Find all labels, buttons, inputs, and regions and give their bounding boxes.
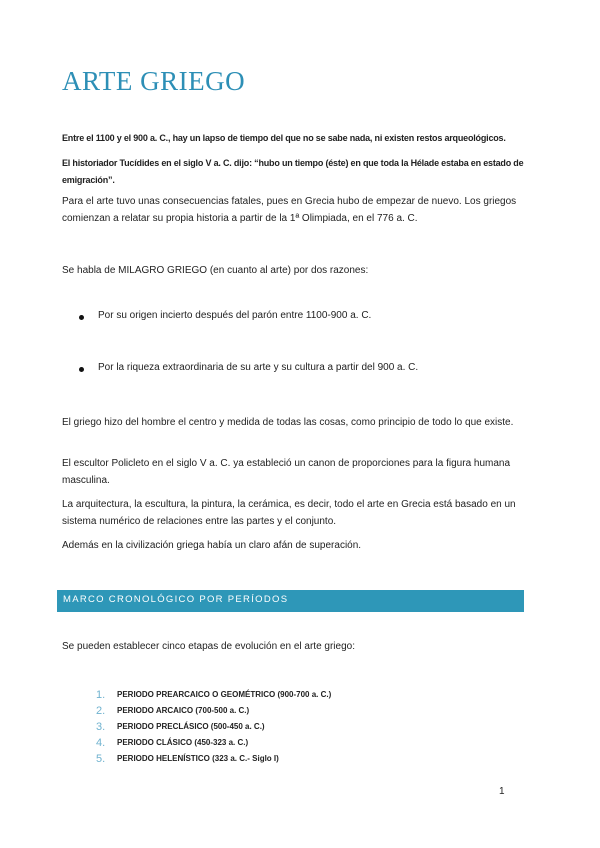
period-label: PERIODO ARCAICO (700-500 a. C.) (117, 706, 250, 715)
paragraph-milagro: Se habla de MILAGRO GRIEGO (en cuanto al arte) por dos razones: (62, 265, 369, 276)
intro-paragraph-2: El historiador Tucídides en el siglo V a. C. dijo: “hubo un tiempo (éste) en que toda la Hélade estaba en estado de emigración”. (62, 158, 524, 185)
paragraph-arquitectura: La arquitectura, la escultura, la pintura, la cerámica, es decir, todo el arte en Grecia está basado en un sistema numérico de relaciones entre las partes y el conjunto. (62, 499, 516, 527)
period-item (62, 719, 331, 735)
period-item (62, 687, 331, 703)
intro-paragraph-1: Entre el 1100 y el 900 a. C., hay un lapso de tiempo del que no se sabe nada, ni existen restos arqueológicos. (62, 133, 506, 143)
period-label: PERIODO PRECLÁSICO (500-450 a. C.) (117, 722, 265, 731)
period-number: 1. (96, 689, 106, 701)
period-label: PERIODO HELENÍSTICO (323 a. C.- Siglo I) (117, 754, 279, 763)
bullet-text: Por la riqueza extraordinaria de su arte y su cultura a partir del 900 a. C. (98, 362, 419, 373)
period-number: 2. (96, 705, 106, 717)
bullet-dot-icon (79, 367, 84, 372)
period-item (62, 735, 331, 751)
period-number: 3. (96, 721, 106, 733)
bullet-list (62, 362, 418, 373)
period-label: PERIODO PREARCAICO O GEOMÉTRICO (900-700 a. C.) (117, 690, 332, 699)
section-heading-band (57, 590, 524, 612)
bullet-list (62, 310, 371, 321)
bullet-item (62, 362, 418, 373)
bullet-text: Por su origen incierto después del parón entre 1100-900 a. C. (98, 310, 372, 321)
section-intro: Se pueden establecer cinco etapas de evolución en el arte griego: (62, 641, 355, 652)
period-number: 4. (96, 737, 106, 749)
periods-list (62, 687, 331, 767)
paragraph-policleto: El escultor Policleto en el siglo V a. C. ya estableció un canon de proporciones para la figura humana masculina. (62, 458, 511, 486)
period-item (62, 703, 331, 719)
page-number: 1 (499, 786, 505, 797)
bullet-item (62, 310, 371, 321)
paragraph-superacion: Además en la civilización griega había un claro afán de superación. (62, 540, 362, 551)
paragraph-consequences: Para el arte tuvo unas consecuencias fatales, pues en Grecia hubo de empezar de nuevo. Los griegos comienzan a relatar su propia historia a partir de la 1ª Olimpiada, en el 776 a. C. (62, 196, 517, 224)
bullet-dot-icon (79, 315, 84, 320)
period-label: PERIODO CLÁSICO (450-323 a. C.) (117, 738, 249, 747)
paragraph-hombre: El griego hizo del hombre el centro y medida de todas las cosas, como principio de todo lo que existe. (62, 417, 514, 428)
section-heading: MARCO CRONOLÓGICO POR PERÍODOS (63, 594, 289, 605)
period-item (62, 751, 331, 767)
period-number: 5. (96, 753, 106, 765)
document-title: ARTE GRIEGO (62, 66, 246, 96)
